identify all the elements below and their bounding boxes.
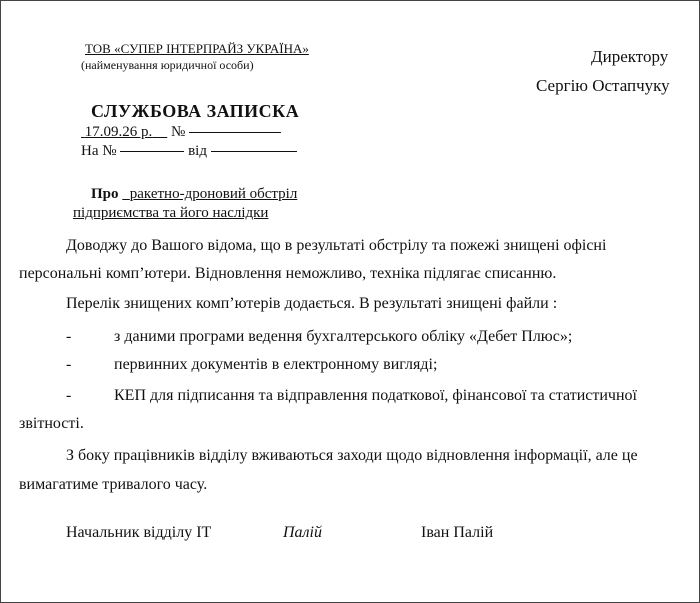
list-item-continuation: звітності. xyxy=(19,415,84,432)
list-dash: - xyxy=(66,387,72,404)
subject-label: Про xyxy=(91,186,119,202)
date-field xyxy=(81,124,167,140)
paragraph-2: Перелік знищених комп’ютерів додається. В результаті знищені файли : xyxy=(66,295,558,312)
ref-label: На № xyxy=(81,143,117,159)
paragraph-1-line-2: персональні комп’ютери. Відновлення неможливо, техніка підлягає списанню. xyxy=(19,265,557,282)
list-item xyxy=(66,328,572,346)
number-blank xyxy=(189,131,281,133)
ref-date-blank xyxy=(211,150,297,152)
organization-name: ТОВ «СУПЕР ІНТЕРПРАЙЗ УКРАЇНА» xyxy=(85,41,309,56)
list-item-text: первинних документів в електронному вигляді; xyxy=(114,356,438,373)
number-label: № xyxy=(171,124,186,140)
addressee-name: Сергію Остапчуку xyxy=(536,76,670,95)
document-title: СЛУЖБОВА ЗАПИСКА xyxy=(91,101,300,121)
list-item-text: КЕП для підписання та відправлення податкової, фінансової та статистичної xyxy=(114,387,637,404)
paragraph-3-line-2: вимагатиме тривалого часу. xyxy=(19,476,208,493)
from-label: від xyxy=(188,143,207,159)
list-item xyxy=(66,387,637,405)
signer-name: Іван Палій xyxy=(421,524,494,541)
subject-line-1 xyxy=(91,186,297,203)
reference-line xyxy=(81,143,297,160)
paragraph-1-line-1: Доводжу до Вашого відома, що в результаті обстрілу та пожежі знищені офісні xyxy=(66,237,607,254)
subject-text-1: ракетно-дроновий обстріл xyxy=(129,186,298,202)
paragraph-3-line-1: З боку працівників відділу вживаються заходи щодо відновлення інформації, але це xyxy=(66,447,638,464)
list-dash: - xyxy=(66,328,72,345)
signer-position: Начальник відділу ІТ xyxy=(66,524,212,541)
ref-number-blank xyxy=(120,150,184,152)
subject-line-2: підприємства та його наслідки xyxy=(73,205,269,221)
list-dash: - xyxy=(66,356,72,373)
registration-line xyxy=(81,124,281,141)
list-item-text: з даними програми ведення бухгалтерського обліку «Дебет Плюс»; xyxy=(114,328,573,345)
signature: Палій xyxy=(283,524,322,541)
organization-note: (найменування юридичної особи) xyxy=(81,58,254,72)
date-value: 17.09.26 р. xyxy=(84,124,153,140)
addressee-title: Директору xyxy=(591,47,669,66)
list-item xyxy=(66,356,437,374)
